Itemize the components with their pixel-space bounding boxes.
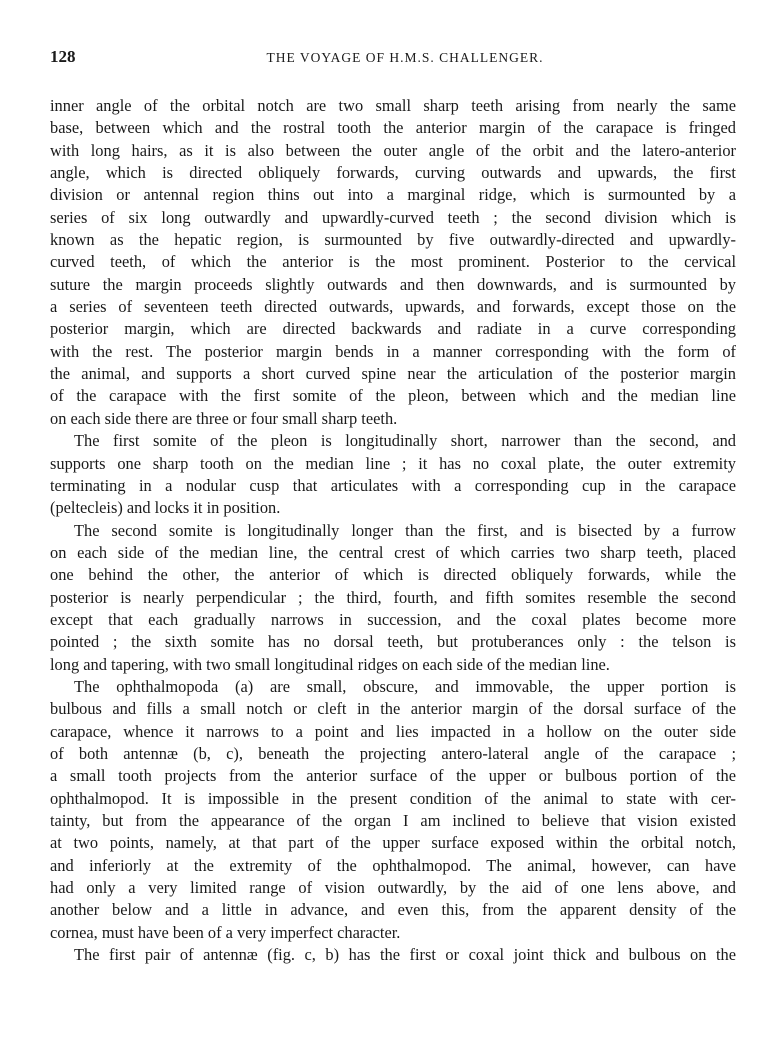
paragraph-first-somite [50,430,736,519]
text-line: long and tapering, with two small longitudinal ridges on each side of the median line. [50,654,610,674]
text-line: posterior margin, which are directed backwards and radiate in a curve corresponding [50,319,736,339]
text-line: tainty, but from the appearance of the organ I am inclined to believe that vision existed [50,811,736,830]
paragraph-ophthalmopoda [50,676,736,944]
running-title: THE VOYAGE OF H.M.S. CHALLENGER. [266,50,544,65]
text-line: with long hairs, as it is also between the outer angle of the orbit and the latero-anterior [50,140,736,160]
body-text [50,95,736,966]
running-header [50,47,740,71]
text-line: a small tooth projects from the anterior surface of the upper or bulbous portion of the [50,766,736,786]
text-line: posterior is nearly perpendicular ; the third, fourth, and fifth somites resemble the second [50,587,736,607]
text-line: suture the margin proceeds slightly outwards and then downwards, and is surmounted by [50,274,736,294]
text-line: and inferiorly at the extremity of the ophthalmopod. The animal, however, can have [50,855,736,875]
text-line: terminating in a nodular cusp that articulates with a corresponding cup in the carapace [50,475,736,495]
text-line: angle, which is directed obliquely forwards, curving outwards and upwards, the first [50,163,736,183]
text-line: supports one sharp tooth on the median line ; it has no coxal plate, the outer extremity [50,453,736,473]
text-line: inner angle of the orbital notch are two small sharp teeth arising from nearly the same [50,96,736,115]
text-line: except that each gradually narrows in succession, and the coxal plates become more [50,609,736,629]
text-line: ophthalmopod. It is impossible in the present condition of the animal to state with cer- [50,788,736,808]
text-line: (peltecleis) and locks it in position. [50,498,281,518]
text-line: base, between which and the rostral tooth the anterior margin of the carapace is fringed [50,118,736,138]
paragraph-second-somite [50,520,736,676]
paragraph-carapace-margin [50,95,736,430]
text-line: The first somite of the pleon is longitudinally short, narrower than the second, and [74,431,736,451]
text-line: another below and a little in advance, and even this, from the apparent density of the [50,900,736,920]
text-line: bulbous and fills a small notch or cleft in the anterior margin of the dorsal surface of the [50,699,736,719]
text-line: division or antennal region thins out into a marginal ridge, which is surmounted by a [50,185,736,205]
text-line: of both antennæ (b, c), beneath the projecting antero-lateral angle of the carapace ; [50,743,736,763]
text-line: The ophthalmopoda (a) are small, obscure, and immovable, the upper portion is [74,676,736,696]
text-line: one behind the other, the anterior of which is directed obliquely forwards, while the [50,565,736,585]
text-line: at two points, namely, at that part of the upper surface exposed within the orbital notch, [50,833,736,853]
text-line: cornea, must have been of a very imperfect character. [50,922,401,942]
text-line: known as the hepatic region, is surmounted by five outwardly-directed and upwardly- [50,230,736,250]
text-line: The second somite is longitudinally longer than the first, and is bisected by a furrow [74,520,736,540]
text-line: on each side there are three or four small sharp teeth. [50,408,398,428]
page-number: 128 [50,47,76,66]
text-line: with the rest. The posterior margin bends in a manner corresponding with the form of [50,341,736,361]
text-line: series of six long outwardly and upwardly-curved teeth ; the second division which is [50,207,736,227]
text-line: had only a very limited range of vision outwardly, by the aid of one lens above, and [50,878,736,898]
text-line: on each side of the median line, the central crest of which carries two sharp teeth, placed [50,542,736,562]
text-line: curved teeth, of which the anterior is the most prominent. Posterior to the cervical [50,252,736,272]
text-line: The first pair of antennæ (fig. c, b) has the first or coxal joint thick and bulbous on the [74,945,736,965]
text-line: pointed ; the sixth somite has no dorsal teeth, but protuberances only : the telson is [50,632,736,652]
text-line: of the carapace with the first somite of the pleon, between which and the median line [50,386,736,406]
text-line: the animal, and supports a short curved spine near the articulation of the posterior margin [50,364,736,384]
paragraph-first-antennae [50,944,736,966]
text-line: carapace, whence it narrows to a point and lies impacted in a hollow on the outer side [50,721,736,741]
text-line: a series of seventeen teeth directed outwards, upwards, and forwards, except those on the [50,297,736,317]
